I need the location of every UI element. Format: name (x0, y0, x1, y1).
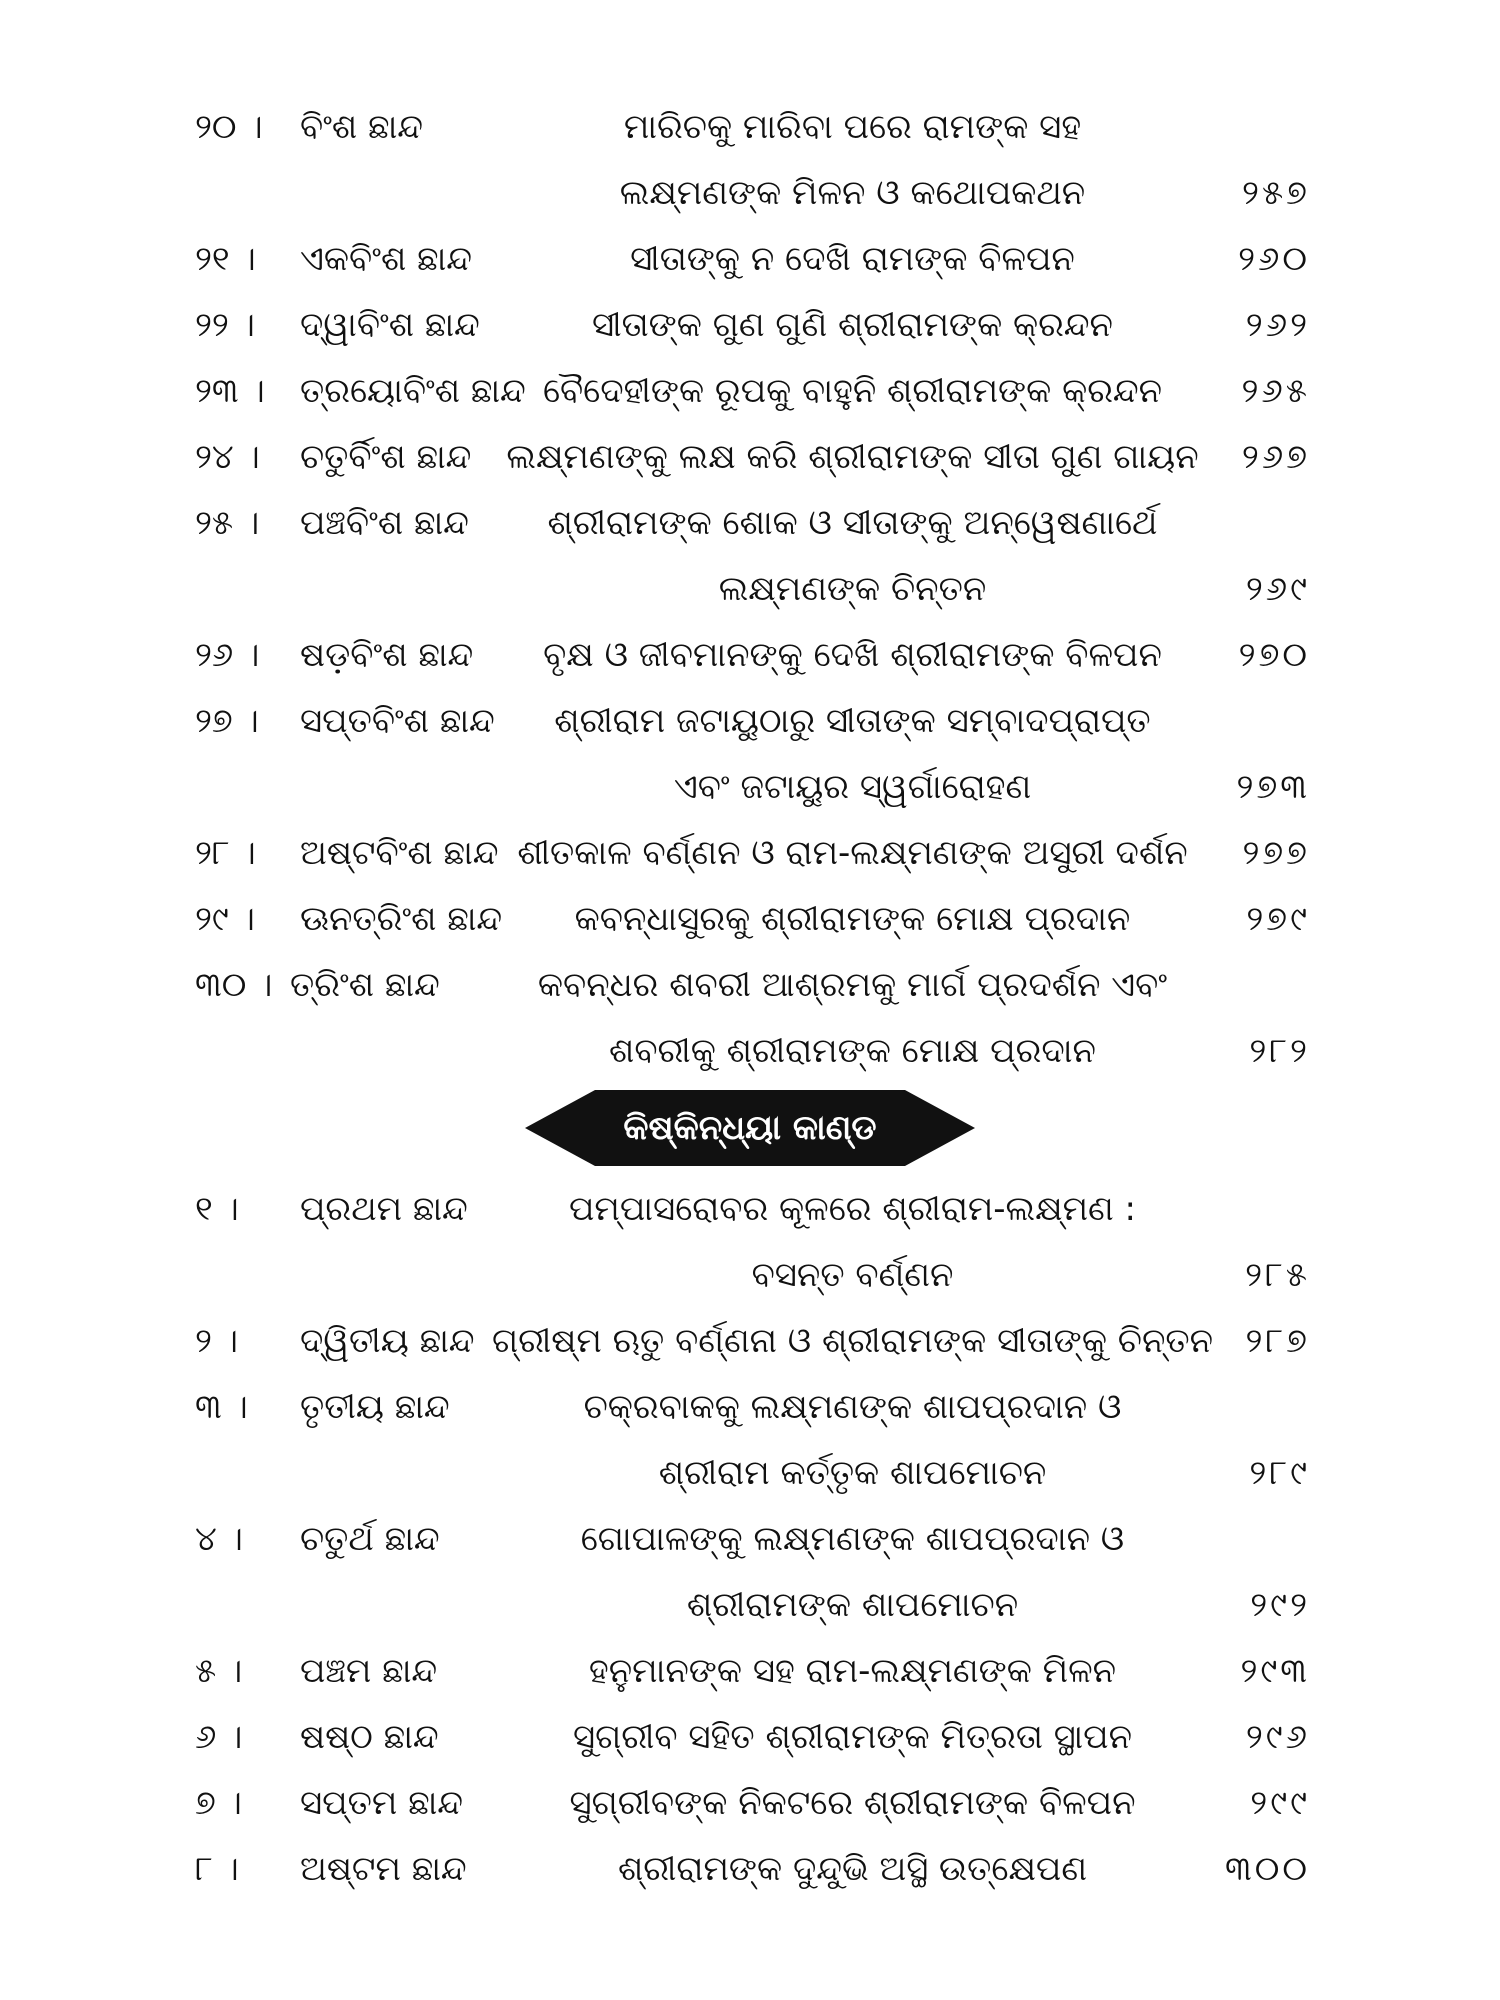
toc-entry-continuation (0, 556, 1500, 622)
toc-entry (0, 1374, 1500, 1440)
chhanda-name: ତୃତୀୟ ଛାନ୍ଦ (300, 1387, 450, 1427)
entry-number: ୨୧ । (195, 239, 256, 279)
page-number: ୨୮୭ (1245, 1321, 1310, 1361)
entry-number: ୨୩ । (195, 371, 265, 411)
entry-title: ଚକ୍ରବାକକୁ ଲକ୍ଷ୍ମଣଙ୍କ ଶାପପ୍ରଦାନ ଓ (583, 1387, 1122, 1427)
chhanda-name: ପଞ୍ଚମ ଛାନ୍ଦ (300, 1651, 438, 1691)
chhanda-name: ଚତୁର୍ବିଂଶ ଛାନ୍ଦ (300, 437, 472, 477)
entry-number: ୮ । (195, 1849, 239, 1889)
entry-number: ୨୭ । (195, 701, 259, 741)
entry-title: ଶ୍ରୀରାମ ଜଟାୟୁଠାରୁ ସୀତାଙ୍କ ସମ୍ବାଦପ୍ରାପ୍ତ (554, 701, 1151, 741)
chhanda-name: ଅଷ୍ଟମ ଛାନ୍ଦ (300, 1849, 467, 1889)
entry-title: ଶ୍ରୀରାମଙ୍କ ଦୁନ୍ଦୁଭି ଅସ୍ଥି ଉତ୍କ୍ଷେପଣ (617, 1849, 1088, 1889)
entry-title-continued: ଶ୍ରୀରାମ କର୍ତ୍ତୃକ ଶାପମୋଚନ (658, 1453, 1047, 1493)
page-number: ୨୭୯ (1246, 899, 1310, 939)
entry-number: ୨୨ । (195, 305, 255, 345)
entry-title: ପମ୍ପାସରୋବର କୂଳରେ ଶ୍ରୀରାମ-ଲକ୍ଷ୍ମଣ : (569, 1189, 1136, 1229)
page-number: ୨୭୩ (1236, 767, 1310, 807)
section-heading-banner (525, 1088, 975, 1168)
entry-number: ୨୬ । (195, 635, 260, 675)
chhanda-name: ତ୍ରୟୋବିଂଶ ଛାନ୍ଦ (300, 371, 526, 411)
toc-entry-continuation (0, 160, 1500, 226)
entry-number: ୩୦ । (195, 965, 273, 1005)
toc-entry (0, 1308, 1500, 1374)
toc-entry (0, 490, 1500, 556)
toc-entry-continuation (0, 1018, 1500, 1084)
entry-number: ୬ । (195, 1717, 243, 1757)
page-number: ୨୭୦ (1238, 635, 1310, 675)
toc-entry (0, 1770, 1500, 1836)
chhanda-name: ସପ୍ତବିଂଶ ଛାନ୍ଦ (300, 701, 495, 741)
chhanda-name: ବିଂଶ ଛାନ୍ଦ (300, 107, 423, 147)
chhanda-name: ଏକବିଂଶ ଛାନ୍ଦ (300, 239, 473, 279)
chhanda-name: ଷଡ଼ବିଂଶ ଛାନ୍ଦ (300, 635, 474, 675)
page-number: ୨୯୬ (1245, 1717, 1310, 1757)
chhanda-name: ପଞ୍ଚବିଂଶ ଛାନ୍ଦ (300, 503, 469, 543)
entry-number: ୨୫ । (195, 503, 260, 543)
entry-number: ୨୯ । (195, 899, 255, 939)
page-number: ୨୬୫ (1241, 371, 1310, 411)
toc-entry (0, 1176, 1500, 1242)
entry-number: ୨ । (195, 1321, 239, 1361)
page-number: ୨୯୨ (1250, 1585, 1310, 1625)
page-number: ୨୮୯ (1249, 1453, 1310, 1493)
entry-number: ୩ । (195, 1387, 248, 1427)
page-number: ୨୮୫ (1245, 1255, 1310, 1295)
entry-title: ହନୁମାନଙ୍କ ସହ ରାମ-ଲକ୍ଷ୍ମଣଙ୍କ ମିଳନ (588, 1651, 1117, 1691)
entry-title: କବନ୍ଧାସୁରକୁ ଶ୍ରୀରାମଙ୍କ ମୋକ୍ଷ ପ୍ରଦାନ (574, 899, 1131, 939)
page-number: ୨୯୩ (1240, 1651, 1310, 1691)
entry-title: ବୃକ୍ଷ ଓ ଜୀବମାନଙ୍କୁ ଦେଖି ଶ୍ରୀରାମଙ୍କ ବିଳପନ (543, 635, 1162, 675)
chhanda-name: ପ୍ରଥମ ଛାନ୍ଦ (300, 1189, 468, 1229)
page-number: ୨୫୭ (1242, 173, 1310, 213)
chhanda-name: ଷଷ୍ଠ ଛାନ୍ଦ (300, 1717, 439, 1757)
entry-number: ୨୦ । (195, 107, 263, 147)
toc-entry (0, 688, 1500, 754)
entry-title-continued: ଶ୍ରୀରାମଙ୍କ ଶାପମୋଚନ (686, 1585, 1019, 1625)
entry-number: ୧ । (195, 1189, 239, 1229)
entry-title-continued: ଏବଂ ଜଟାୟୁର ସ୍ୱର୍ଗାରୋହଣ (673, 767, 1032, 807)
toc-entry (0, 622, 1500, 688)
toc-entry (0, 94, 1500, 160)
entry-number: ୫ । (195, 1651, 243, 1691)
page-number: ୨୬୯ (1245, 569, 1310, 609)
entry-title: ସୀତାଙ୍କୁ ନ ଦେଖି ରାମଙ୍କ ବିଳପନ (630, 239, 1075, 279)
entry-title: ସୁଗ୍ରୀବ ସହିତ ଶ୍ରୀରାମଙ୍କ ମିତ୍ରତା ସ୍ଥାପନ (572, 1717, 1133, 1757)
toc-entry (0, 952, 1500, 1018)
entry-number: ୭ । (195, 1783, 242, 1823)
entry-title: ଶୀତକାଳ ବର୍ଣ୍ଣନ ଓ ରାମ-ଲକ୍ଷ୍ମଣଙ୍କ ଅସୁରୀ ଦର୍ଶନ (517, 833, 1188, 873)
entry-title: ସୀତାଙ୍କ ଗୁଣ ଗୁଣି ଶ୍ରୀରାମଙ୍କ କ୍ରନ୍ଦନ (592, 305, 1113, 345)
entry-title-continued: ଲକ୍ଷ୍ମଣଙ୍କ ମିଳନ ଓ କଥୋପକଥନ (619, 173, 1086, 213)
entry-title: ବୈଦେହୀଙ୍କ ରୂପକୁ ବାହୁନି ଶ୍ରୀରାମଙ୍କ କ୍ରନ୍ଦନ (542, 371, 1163, 411)
toc-entry (0, 226, 1500, 292)
entry-title: ଗ୍ରୀଷ୍ମ ଋତୁ ବର୍ଣ୍ଣନା ଓ ଶ୍ରୀରାମଙ୍କ ସୀତାଙ୍କୁ ଚିନ୍ତନ (491, 1321, 1214, 1361)
toc-entry-continuation (0, 1242, 1500, 1308)
toc-entry (0, 1836, 1500, 1902)
entry-title: କବନ୍ଧର ଶବରୀ ଆଶ୍ରମକୁ ମାର୍ଗ ପ୍ରଦର୍ଶନ ଏବଂ (537, 965, 1168, 1005)
entry-title: ଶ୍ରୀରାମଙ୍କ ଶୋକ ଓ ସୀତାଙ୍କୁ ଅନ୍ୱେଷଣାର୍ଥେ (547, 503, 1158, 543)
entry-number: ୨୪ । (195, 437, 260, 477)
toc-entry (0, 292, 1500, 358)
entry-title-continued: ଲକ୍ଷ୍ମଣଙ୍କ ଚିନ୍ତନ (718, 569, 987, 609)
entry-title: ମାରିଚକୁ ମାରିବା ପରେ ରାମଙ୍କ ସହ (623, 107, 1082, 147)
entry-title-continued: ବସନ୍ତ ବର୍ଣ୍ଣନ (751, 1255, 954, 1295)
chhanda-name: ଊନତ୍ରିଂଶ ଛାନ୍ଦ (300, 899, 503, 939)
chhanda-name: ତ୍ରିଂଶ ଛାନ୍ଦ (290, 965, 440, 1005)
toc-entry (0, 358, 1500, 424)
section-heading: କିଷ୍କିନ୍ଧ୍ୟା କାଣ୍ଡ (623, 1108, 877, 1148)
entry-title: ଲକ୍ଷ୍ମଣଙ୍କୁ ଲକ୍ଷ କରି ଶ୍ରୀରାମଙ୍କ ସୀତା ଗୁଣ ଗାୟନ (506, 437, 1199, 477)
page-number: ୨୮୨ (1249, 1031, 1310, 1071)
page-number: ୨୬୦ (1238, 239, 1310, 279)
toc-entry (0, 820, 1500, 886)
entry-title: ସୁଗ୍ରୀବଙ୍କ ନିକଟରେ ଶ୍ରୀରାମଙ୍କ ବିଳପନ (569, 1783, 1136, 1823)
toc-entry (0, 1506, 1500, 1572)
entry-title: ଗୋପାଳଙ୍କୁ ଲକ୍ଷ୍ମଣଙ୍କ ଶାପପ୍ରଦାନ ଓ (580, 1519, 1125, 1559)
page-number: ୨୬୭ (1241, 437, 1310, 477)
toc-entry (0, 886, 1500, 952)
page-number: ୨୭୭ (1242, 833, 1310, 873)
toc-entry-continuation (0, 1440, 1500, 1506)
toc-entry-continuation (0, 1572, 1500, 1638)
toc-entry (0, 1638, 1500, 1704)
entry-number: ୨୮ । (195, 833, 256, 873)
toc-entry-continuation (0, 754, 1500, 820)
page-number: ୨୯୯ (1250, 1783, 1310, 1823)
page-number: ୨୬୨ (1245, 305, 1310, 345)
toc-entry (0, 424, 1500, 490)
chhanda-name: ଦ୍ୱାବିଂଶ ଛାନ୍ଦ (300, 305, 480, 345)
chhanda-name: ଚତୁର୍ଥ ଛାନ୍ଦ (300, 1519, 440, 1559)
entry-title-continued: ଶବରୀକୁ ଶ୍ରୀରାମଙ୍କ ମୋକ୍ଷ ପ୍ରଦାନ (609, 1031, 1096, 1071)
chhanda-name: ସପ୍ତମ ଛାନ୍ଦ (300, 1783, 464, 1823)
chhanda-name: ଅଷ୍ଟବିଂଶ ଛାନ୍ଦ (300, 833, 499, 873)
entry-number: ୪ । (195, 1519, 243, 1559)
chhanda-name: ଦ୍ୱିତୀୟ ଛାନ୍ଦ (300, 1321, 475, 1361)
page-number: ୩୦୦ (1225, 1849, 1310, 1889)
toc-entry (0, 1704, 1500, 1770)
